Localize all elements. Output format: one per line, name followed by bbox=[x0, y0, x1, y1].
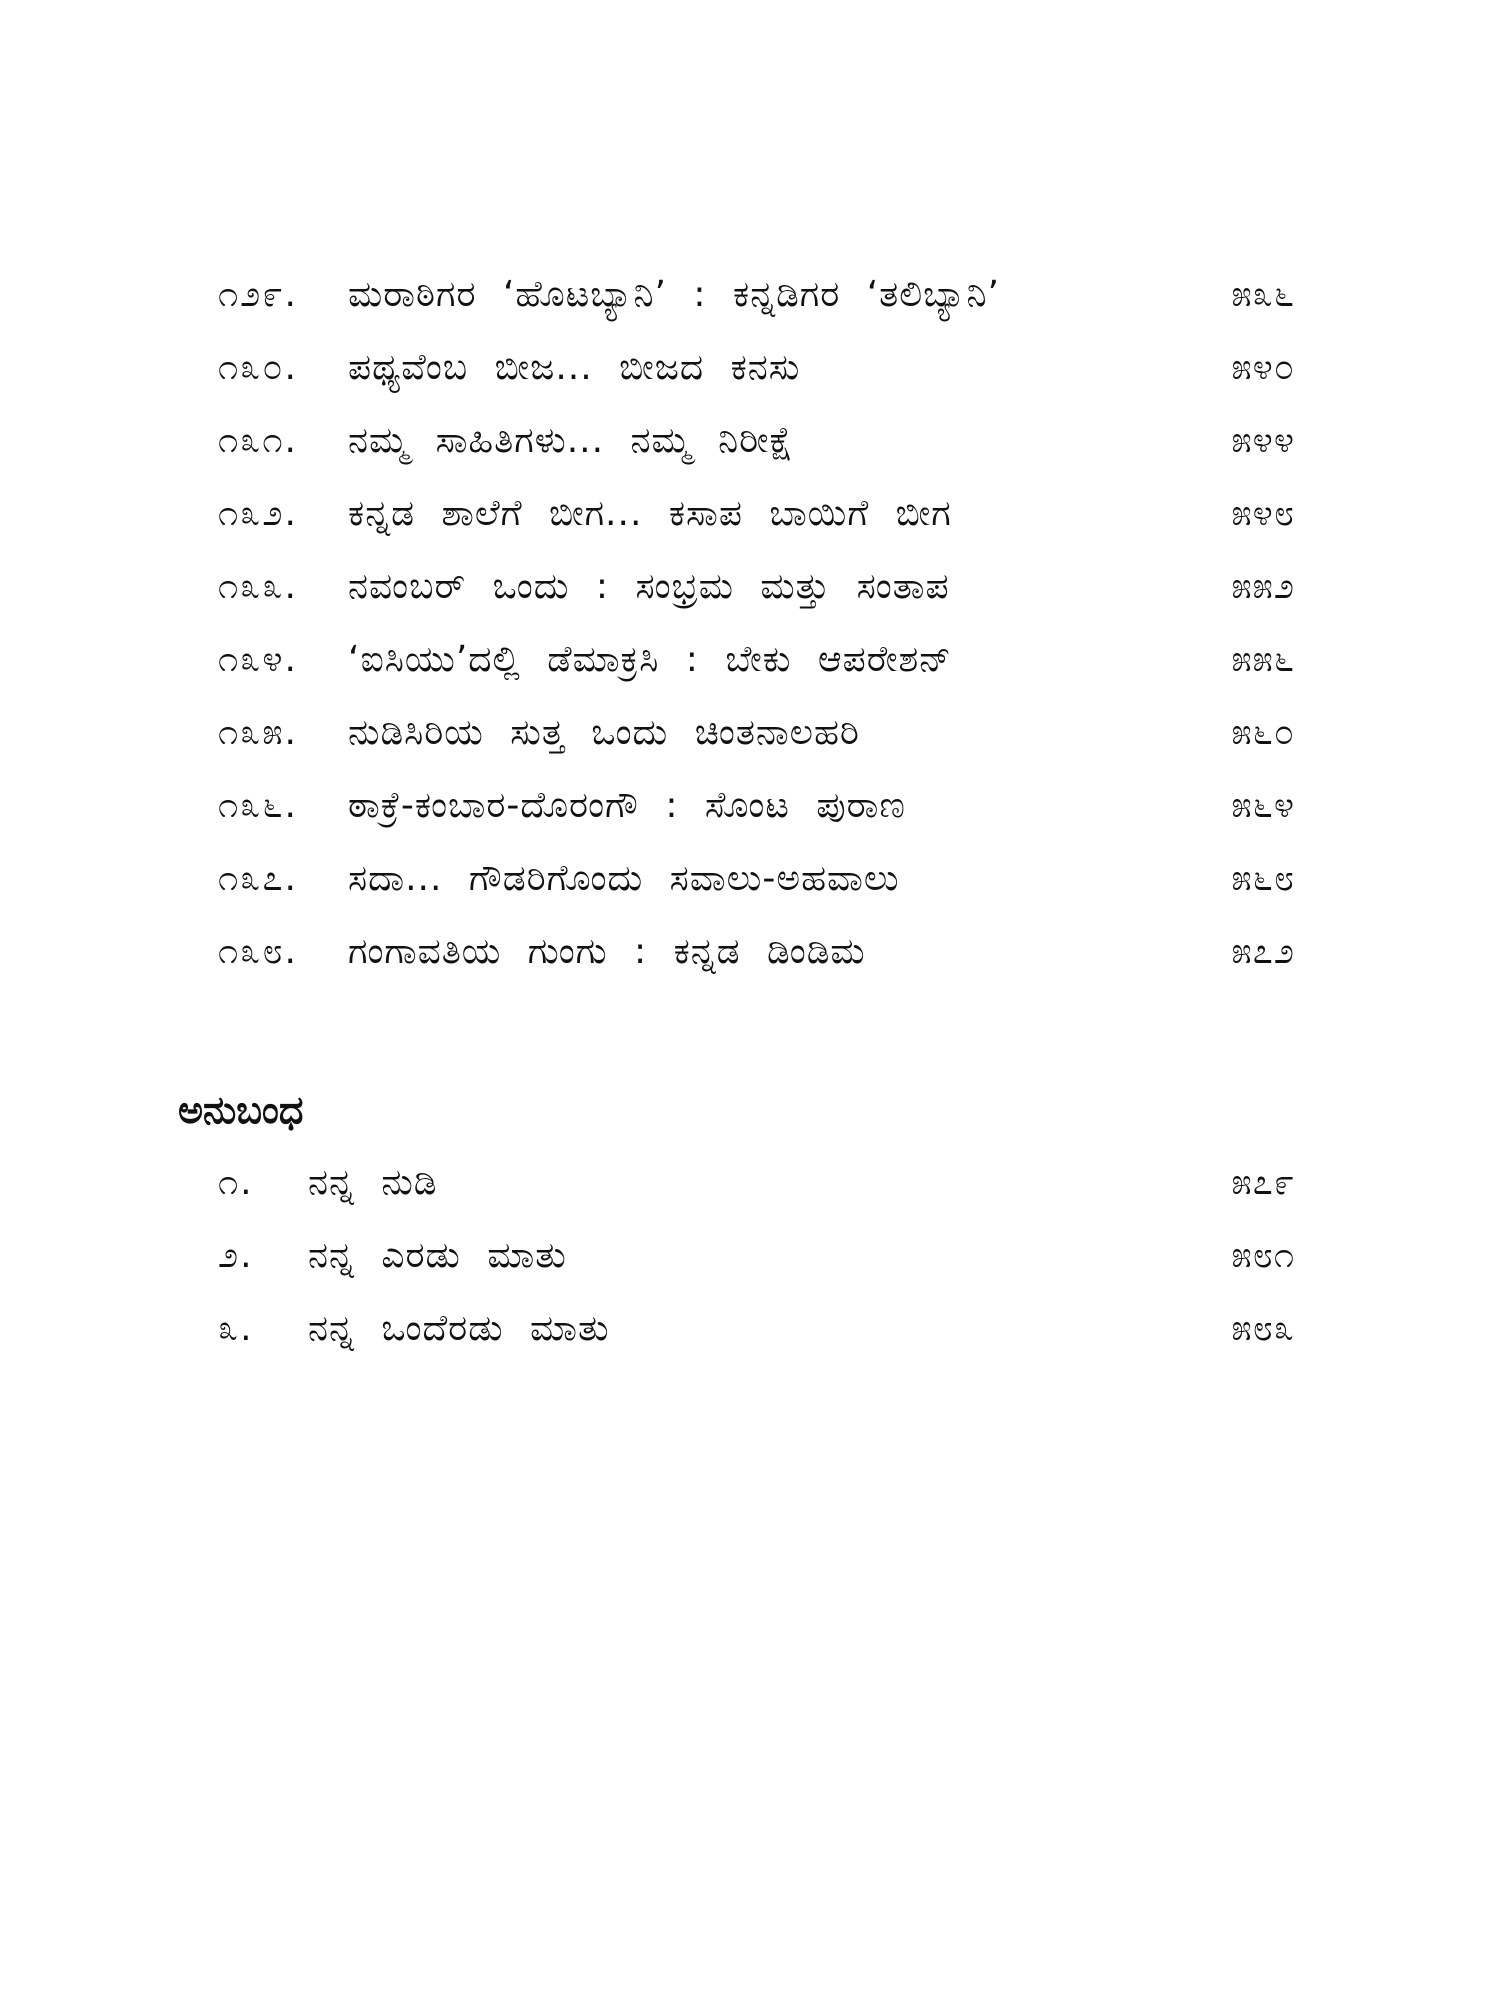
appendix-heading: ಅನುಬಂಧ bbox=[178, 1088, 304, 1132]
chapter-number: ೧೩೫. bbox=[218, 712, 298, 753]
toc-entry bbox=[0, 557, 1500, 617]
toc-entry bbox=[0, 411, 1500, 471]
chapter-title: ಗಂಗಾವತಿಯ ಗುಂಗು : ಕನ್ನಡ ಡಿಂಡಿಮ bbox=[348, 931, 866, 972]
page-number: ೫೪೪ bbox=[1231, 420, 1295, 461]
appendix-number: ೨. bbox=[218, 1235, 254, 1276]
chapter-number: ೧೨೯. bbox=[218, 274, 298, 315]
chapter-number: ೧೩೦. bbox=[218, 347, 298, 388]
appendix-number: ೧. bbox=[218, 1162, 254, 1203]
toc-entry bbox=[0, 776, 1500, 836]
chapter-title: ಸದಾ... ಗೌಡರಿಗೊಂದು ಸವಾಲು-ಅಹವಾಲು bbox=[348, 858, 900, 899]
chapter-title: ಪಥ್ಯವೆಂಬ ಬೀಜ... ಬೀಜದ ಕನಸು bbox=[348, 347, 801, 388]
page-number: ೫೪೮ bbox=[1231, 493, 1295, 534]
chapter-title: ನವಂಬರ್ ಒಂದು : ಸಂಭ್ರಮ ಮತ್ತು ಸಂತಾಪ bbox=[348, 566, 950, 607]
chapter-title: ‘ಐಸಿಯು’ದಲ್ಲಿ ಡೆಮಾಕ್ರಸಿ : ಬೇಕು ಆಪರೇಶನ್ bbox=[348, 639, 952, 680]
appendix-title: ನನ್ನ ಎರಡು ಮಾತು bbox=[308, 1235, 567, 1276]
page-number: ೫೮೩ bbox=[1231, 1308, 1295, 1349]
page-number: ೫೪೦ bbox=[1231, 347, 1295, 388]
toc-entry bbox=[0, 922, 1500, 982]
appendix-entry bbox=[0, 1299, 1500, 1359]
chapter-number: ೧೩೪. bbox=[218, 639, 298, 680]
appendix-number: ೩. bbox=[218, 1308, 254, 1349]
page-number: ೫೬೪ bbox=[1231, 785, 1295, 826]
chapter-number: ೧೩೧. bbox=[218, 420, 298, 461]
toc-entry bbox=[0, 630, 1500, 690]
chapter-number: ೧೩೮. bbox=[218, 931, 298, 972]
appendix-title: ನನ್ನ ಒಂದೆರಡು ಮಾತು bbox=[308, 1308, 610, 1349]
chapter-number: ೧೩೬. bbox=[218, 785, 298, 826]
page-number: ೫೮೧ bbox=[1231, 1235, 1295, 1276]
chapter-title: ನಮ್ಮ ಸಾಹಿತಿಗಳು... ನಮ್ಮ ನಿರೀಕ್ಷೆ bbox=[348, 420, 794, 461]
page-number: ೫೫೬ bbox=[1231, 639, 1295, 680]
appendix-title: ನನ್ನ ನುಡಿ bbox=[308, 1162, 438, 1203]
page-number: ೫೩೬ bbox=[1231, 274, 1295, 315]
page-number: ೫೬೦ bbox=[1231, 712, 1295, 753]
chapter-number: ೧೩೨. bbox=[218, 493, 298, 534]
chapter-title: ನುಡಿಸಿರಿಯ ಸುತ್ತ ಒಂದು ಚಿಂತನಾಲಹರಿ bbox=[348, 712, 860, 753]
chapter-title: ಠಾಕ್ರೆ-ಕಂಬಾರ-ದೊರಂಗೌ : ಸೊಂಟ ಪುರಾಣ bbox=[348, 785, 906, 826]
chapter-number: ೧೩೩. bbox=[218, 566, 298, 607]
appendix-entry bbox=[0, 1226, 1500, 1286]
toc-entry bbox=[0, 265, 1500, 325]
page-number: ೫೬೮ bbox=[1231, 858, 1295, 899]
page-number: ೫೭೯ bbox=[1231, 1162, 1295, 1203]
toc-entry bbox=[0, 484, 1500, 544]
chapter-title: ಕನ್ನಡ ಶಾಲೆಗೆ ಬೀಗ... ಕಸಾಪ ಬಾಯಿಗೆ ಬೀಗ bbox=[348, 493, 952, 534]
page-number: ೫೫೨ bbox=[1231, 566, 1295, 607]
appendix-entry bbox=[0, 1153, 1500, 1213]
chapter-number: ೧೩೭. bbox=[218, 858, 298, 899]
toc-entry bbox=[0, 849, 1500, 909]
toc-entry bbox=[0, 703, 1500, 763]
toc-entry bbox=[0, 338, 1500, 398]
chapter-title: ಮರಾಠಿಗರ ‘ಹೊಟಬ್ಯಾನಿ’ : ಕನ್ನಡಿಗರ ‘ತಲಿಬ್ಯಾನಿ’ bbox=[348, 274, 1000, 315]
page-number: ೫೭೨ bbox=[1231, 931, 1295, 972]
